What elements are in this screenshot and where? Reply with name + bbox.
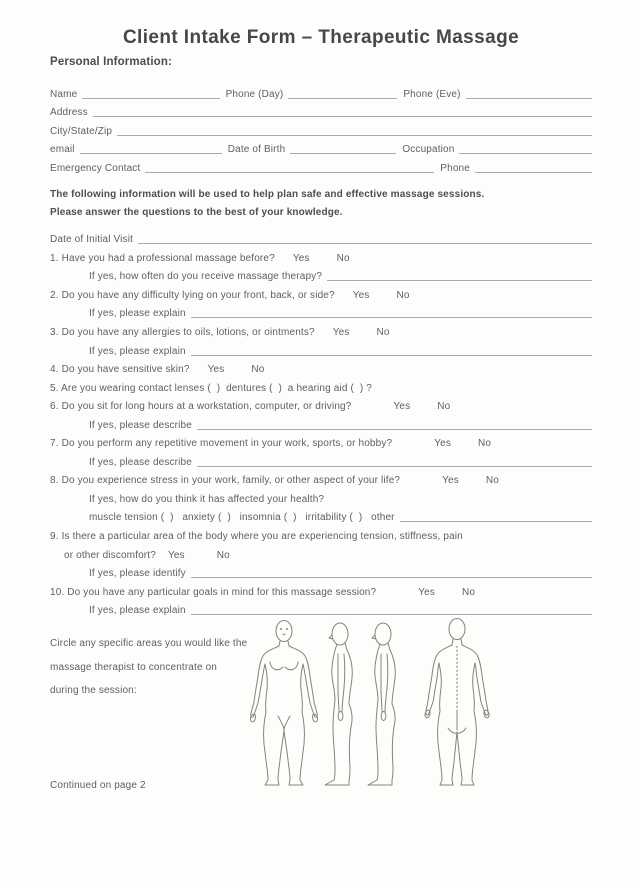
question-4-text: 4. Do you have sensitive skin? [50, 364, 190, 376]
body-figure-side-right[interactable] [363, 622, 401, 786]
q7-followup-input-line[interactable] [197, 466, 592, 467]
phone-day-label: Phone (Day) [225, 88, 284, 100]
q9-yes-option[interactable]: Yes [167, 549, 185, 561]
question-2-row [50, 284, 592, 303]
q1-yes-option[interactable]: Yes [292, 252, 310, 264]
question-10-row [50, 581, 592, 600]
q3-no-option[interactable]: No [376, 327, 390, 339]
address-label: Address [50, 107, 88, 119]
phone-eve-label: Phone (Eve) [403, 88, 461, 100]
emergency-phone-label: Phone [440, 162, 470, 174]
question-9-row [50, 525, 592, 544]
question-10-followup-row [50, 600, 592, 619]
date-of-birth-input-line[interactable] [290, 153, 396, 154]
question-2-followup-row [50, 303, 592, 322]
question-7-row [50, 433, 592, 452]
body-figure-side-left-drawing [320, 622, 358, 786]
q9-no-option[interactable]: No [216, 549, 230, 561]
q10-followup-label: If yes, please explain [89, 605, 186, 617]
field-row-city-state-zip [50, 120, 592, 139]
question-7-followup-row [50, 451, 592, 470]
question-6-row [50, 396, 592, 415]
q7-followup-label: If yes, please describe [89, 456, 192, 468]
q6-yes-option[interactable]: Yes [393, 401, 411, 413]
question-10-text: 10. Do you have any particular goals in mind for this massage session? [50, 586, 377, 598]
question-1-followup-row [50, 266, 592, 285]
body-figure-side-left[interactable] [320, 622, 358, 786]
question-3-row [50, 321, 592, 340]
body-figure-back-drawing [424, 618, 490, 790]
emergency-phone-input-line[interactable] [475, 172, 592, 173]
q8-other-input-line[interactable] [400, 521, 592, 522]
question-8-followup-row [50, 488, 592, 507]
date-of-initial-visit-label: Date of Initial Visit [50, 234, 134, 246]
q8-stress-options[interactable]: muscle tension ( ) anxiety ( ) insomnia ( ) irritability ( ) other [89, 512, 395, 524]
intro-paragraph [50, 186, 592, 223]
date-of-initial-visit-input-line[interactable] [138, 243, 592, 244]
city-state-zip-label: City/State/Zip [50, 125, 113, 137]
body-chart-section [50, 618, 592, 828]
q9-followup-label: If yes, please identify [89, 568, 186, 580]
instruction-line-3: during the session: [50, 685, 137, 697]
city-state-zip-input-line[interactable] [117, 135, 592, 136]
q3-yes-option[interactable]: Yes [332, 327, 350, 339]
instruction-line-2: massage therapist to concentrate on [50, 661, 218, 673]
body-figure-front-drawing [250, 620, 318, 788]
page-title: Client Intake Form – Therapeutic Massage [122, 27, 520, 48]
q4-no-option[interactable]: No [251, 364, 265, 376]
question-8-stress-options-row [50, 507, 592, 526]
question-5-text: 5. Are you wearing contact lenses ( ) dentures ( ) a hearing aid ( ) ? [50, 382, 372, 394]
body-figure-side-right-drawing [363, 622, 401, 786]
question-8-text: 8. Do you experience stress in your work, family, or other aspect of your life? [50, 475, 401, 487]
date-of-initial-visit-row [50, 229, 592, 248]
q6-followup-input-line[interactable] [197, 429, 592, 430]
occupation-label: Occupation [402, 144, 455, 156]
question-8-row [50, 470, 592, 489]
q6-followup-label: If yes, please describe [89, 419, 192, 431]
question-9-text-2: or other discomfort? [64, 549, 156, 561]
phone-day-input-line[interactable] [288, 98, 397, 99]
question-3-followup-row [50, 340, 592, 359]
question-3-text: 3. Do you have any allergies to oils, lotions, or ointments? [50, 327, 315, 339]
intro-line-2: Please answer the questions to the best of your knowledge. [50, 207, 343, 219]
q3-followup-label: If yes, please explain [89, 345, 186, 357]
question-9-text: 9. Is there a particular area of the body where you are experiencing tension, stiffness, pain [50, 531, 463, 543]
body-figure-back[interactable] [424, 618, 490, 790]
q1-no-option[interactable]: No [336, 252, 350, 264]
email-label: email [50, 144, 75, 156]
field-row-emergency-contact [50, 157, 592, 176]
q2-no-option[interactable]: No [396, 289, 410, 301]
date-of-birth-label: Date of Birth [227, 144, 286, 156]
question-6-text: 6. Do you sit for long hours at a workstation, computer, or driving? [50, 401, 352, 413]
occupation-input-line[interactable] [459, 153, 592, 154]
field-row-email-dob-occupation [50, 139, 592, 158]
continued-note: Continued on page 2 [50, 780, 146, 792]
question-6-followup-row [50, 414, 592, 433]
question-1-text: 1. Have you had a professional massage before? [50, 252, 275, 264]
q6-no-option[interactable]: No [437, 401, 451, 413]
body-chart-instructions [50, 632, 270, 703]
phone-eve-input-line[interactable] [466, 98, 592, 99]
q4-yes-option[interactable]: Yes [207, 364, 225, 376]
email-input-line[interactable] [80, 153, 222, 154]
name-input-line[interactable] [82, 98, 219, 99]
q3-followup-input-line[interactable] [191, 355, 592, 356]
emergency-contact-input-line[interactable] [145, 172, 434, 173]
questions-list [50, 247, 592, 618]
emergency-contact-label: Emergency Contact [50, 162, 141, 174]
q8-no-option[interactable]: No [485, 475, 500, 487]
q9-followup-input-line[interactable] [191, 577, 592, 578]
q8-followup-label: If yes, how do you think it has affected your health? [89, 493, 325, 505]
q1-followup-label: If yes, how often do you receive massage therapy? [89, 271, 323, 283]
intro-line-1: The following information will be used to help plan safe and effective massage sessions. [50, 188, 485, 200]
question-2-text: 2. Do you have any difficulty lying on your front, back, or side? [50, 289, 335, 301]
name-label: Name [50, 88, 78, 100]
q2-followup-input-line[interactable] [191, 317, 592, 318]
question-5-row [50, 377, 592, 396]
q10-no-option[interactable]: No [462, 586, 476, 598]
q2-yes-option[interactable]: Yes [352, 289, 370, 301]
instruction-line-1: Circle any specific areas you would like the [50, 638, 248, 650]
personal-information-fields [50, 83, 592, 176]
field-row-name-phones [50, 83, 592, 102]
q10-followup-input-line[interactable] [191, 614, 592, 615]
question-7-text: 7. Do you perform any repetitive movement in your work, sports, or hobby? [50, 438, 393, 450]
body-figure-front[interactable] [250, 620, 318, 788]
q7-yes-option[interactable]: Yes [434, 438, 451, 450]
question-4-row [50, 359, 592, 378]
q1-followup-input-line[interactable] [327, 280, 592, 281]
q8-yes-option[interactable]: Yes [442, 475, 459, 487]
field-row-address [50, 102, 592, 121]
question-1-row [50, 247, 592, 266]
q2-followup-label: If yes, please explain [89, 308, 186, 320]
q10-yes-option[interactable]: Yes [418, 586, 435, 598]
personal-information-heading: Personal Information: [50, 56, 172, 68]
q7-no-option[interactable]: No [477, 438, 492, 450]
question-9-followup-row [50, 563, 592, 582]
address-input-line[interactable] [93, 116, 592, 117]
question-9-row-2 [50, 544, 592, 563]
